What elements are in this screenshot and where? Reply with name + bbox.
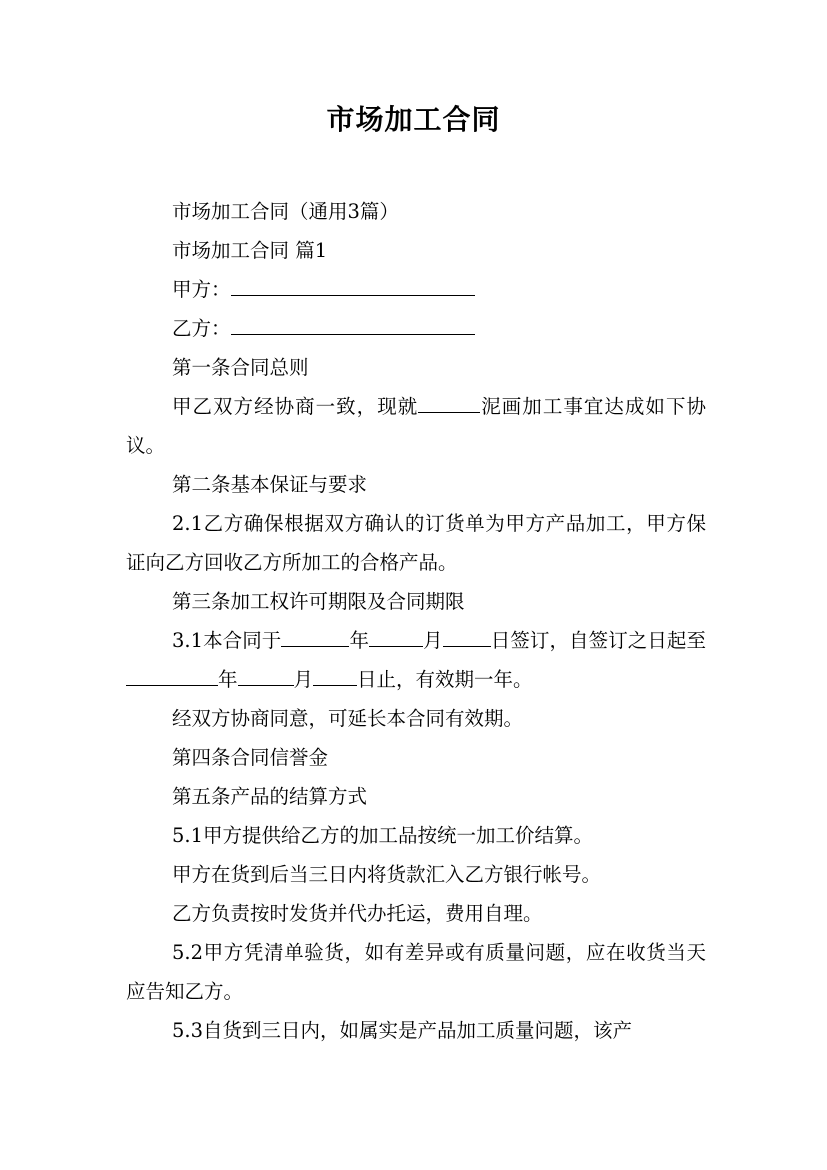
year-label: 年 (218, 668, 238, 691)
extension-paragraph: 经双方协商同意，可延长本合同有效期。 (172, 707, 524, 730)
shipping-paragraph: 乙方负责按时发货并代办托运，费用自理。 (172, 902, 543, 925)
article-3-clause (126, 621, 706, 699)
end-day-blank (313, 663, 357, 686)
sign-day-blank (443, 624, 491, 647)
party-b-label: 乙方： (172, 317, 231, 340)
article-1-paragraph (126, 387, 706, 465)
end-month-blank (238, 663, 294, 686)
article-1-text-b: 泥画加工事宜达成如下协议。 (126, 395, 706, 457)
clause-3-1-text: 3.1本合同于 (172, 629, 282, 652)
article-1-blank (418, 390, 480, 413)
article-2-clause: 2.1乙方确保根据双方确认的订货单为甲方产品加工，甲方保证向乙方回收乙方所加工的合格产品。 (126, 512, 706, 574)
article-2-heading: 第二条基本保证与要求 (172, 473, 368, 496)
party-b-blank (231, 312, 475, 335)
article-1-text-a: 甲乙双方经协商一致，现就 (172, 395, 419, 418)
section-heading: 市场加工合同 篇1 (172, 239, 328, 262)
party-a-label: 甲方： (172, 278, 231, 301)
clause-5-1: 5.1甲方提供给乙方的加工品按统一加工价结算。 (172, 824, 594, 847)
sign-year-blank (281, 624, 349, 647)
payment-paragraph: 甲方在货到后当三日内将货款汇入乙方银行帐号。 (172, 863, 602, 886)
month-label: 月 (293, 668, 314, 691)
end-year-blank (126, 663, 218, 686)
article-1-heading: 第一条合同总则 (172, 356, 309, 379)
clause-5-2: 5.2甲方凭清单验货，如有差异或有质量问题，应在收货当天应告知乙方。 (126, 941, 706, 1003)
party-a-line (126, 270, 706, 309)
document-body (126, 192, 706, 1050)
article-3-heading: 第三条加工权许可期限及合同期限 (172, 590, 465, 613)
article-4-heading: 第四条合同信誉金 (172, 746, 329, 769)
end-day-text: 日止，有效期一年。 (357, 668, 533, 691)
party-b-line (126, 309, 706, 348)
month-label: 月 (423, 629, 443, 652)
article-5-heading: 第五条产品的结算方式 (172, 785, 368, 808)
party-a-blank (231, 273, 475, 296)
clause-5-3: 5.3自货到三日内，如属实是产品加工质量问题，该产 (172, 1019, 633, 1042)
sign-month-blank (369, 624, 423, 647)
subtitle-paragraph: 市场加工合同（通用3篇） (172, 200, 399, 223)
year-label: 年 (349, 629, 370, 652)
document-title: 市场加工合同 (326, 103, 501, 136)
sign-day-text: 日签订，自签订之日起至 (490, 629, 706, 652)
